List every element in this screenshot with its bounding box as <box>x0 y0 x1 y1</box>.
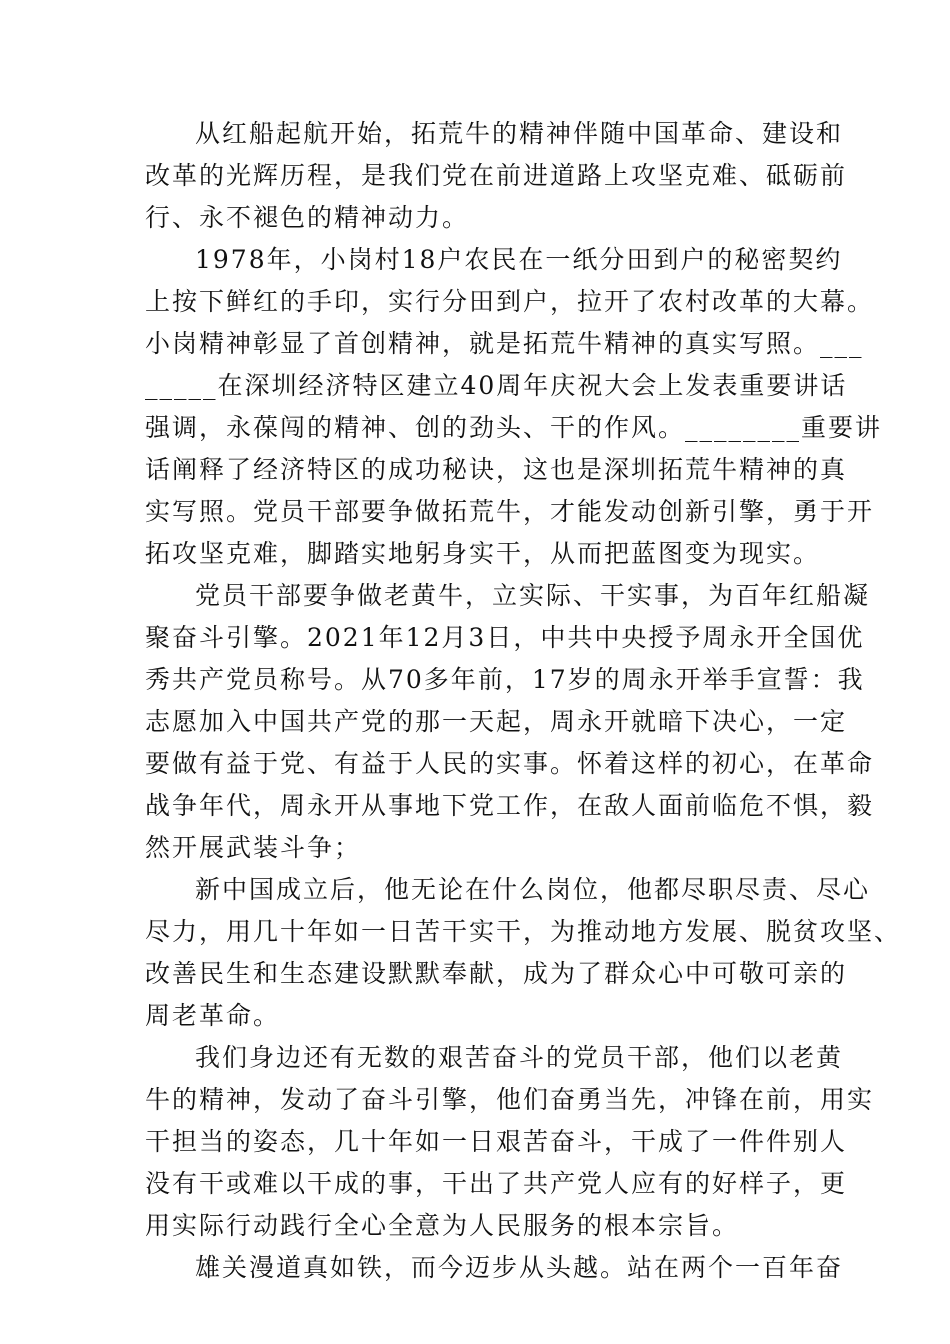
text-line: 牛的精神，发动了奋斗引擎，他们奋勇当先，冲锋在前，用实 <box>145 1085 875 1114</box>
text-line: 干担当的姿态，几十年如一日艰苦奋斗，干成了一件件别人 <box>145 1127 848 1156</box>
text-line: 1978年，小岗村18户农民在一纸分田到户的秘密契约 <box>195 245 843 274</box>
text-line: 战争年代，周永开从事地下党工作，在敌人面前临危不惧，毅 <box>145 791 875 820</box>
text-line: 改革的光辉历程，是我们党在前进道路上攻坚克难、砥砺前 <box>145 161 848 190</box>
text-line: 要做有益于党、有益于人民的实事。怀着这样的初心，在革命 <box>145 749 875 778</box>
text-line: 雄关漫道真如铁，而今迈步从头越。站在两个一百年奋 <box>195 1253 844 1282</box>
text-line: 上按下鲜红的手印，实行分田到户，拉开了农村改革的大幕。 <box>145 287 875 316</box>
text-line: 话阐释了经济特区的成功秘诀，这也是深圳拓荒牛精神的真 <box>145 455 848 484</box>
text-line: 用实际行动践行全心全意为人民服务的根本宗旨。 <box>145 1211 740 1240</box>
document-body <box>145 113 902 1289</box>
paragraph <box>145 869 902 1037</box>
text-line: 新中国成立后，他无论在什么岗位，他都尽职尽责、尽心 <box>195 875 871 904</box>
text-line: 实写照。党员干部要争做拓荒牛，才能发动创新引擎，勇于开 <box>145 497 875 526</box>
text-line: 聚奋斗引擎。2021年12月3日，中共中央授予周永开全国优 <box>145 623 865 652</box>
paragraph <box>145 113 848 239</box>
text-line: 强调，永葆闯的精神、创的劲头、干的作风。________重要讲 <box>145 413 883 442</box>
text-line: 没有干或难以干成的事，干出了共产党人应有的好样子，更 <box>145 1169 848 1198</box>
paragraph <box>145 1037 875 1247</box>
text-line: 改善民生和生态建设默默奉献，成为了群众心中可敬可亲的 <box>145 959 848 988</box>
text-line: 秀共产党员称号。从70多年前，17岁的周永开举手宣誓：我 <box>145 665 865 694</box>
text-line: 小岗精神彰显了首创精神，就是拓荒牛精神的真实写照。___ <box>145 329 864 358</box>
paragraph <box>145 239 883 575</box>
text-line: 志愿加入中国共产党的那一天起，周永开就暗下决心，一定 <box>145 707 848 736</box>
text-line: _____在深圳经济特区建立40周年庆祝大会上发表重要讲话 <box>145 371 848 400</box>
text-line: 从红船起航开始，拓荒牛的精神伴随中国革命、建设和 <box>195 119 844 148</box>
paragraph <box>145 1247 844 1289</box>
paragraph <box>145 575 875 869</box>
text-line: 党员干部要争做老黄牛，立实际、干实事，为百年红船凝 <box>195 581 871 610</box>
text-line: 行、永不褪色的精神动力。 <box>145 203 470 232</box>
text-line: 我们身边还有无数的艰苦奋斗的党员干部，他们以老黄 <box>195 1043 844 1072</box>
text-line: 拓攻坚克难，脚踏实地躬身实干，从而把蓝图变为现实。 <box>145 539 821 568</box>
text-line: 周老革命。 <box>145 1001 281 1030</box>
text-line: 然开展武装斗争； <box>145 833 362 862</box>
text-line: 尽力，用几十年如一日苦干实干，为推动地方发展、脱贫攻坚、 <box>145 917 902 946</box>
